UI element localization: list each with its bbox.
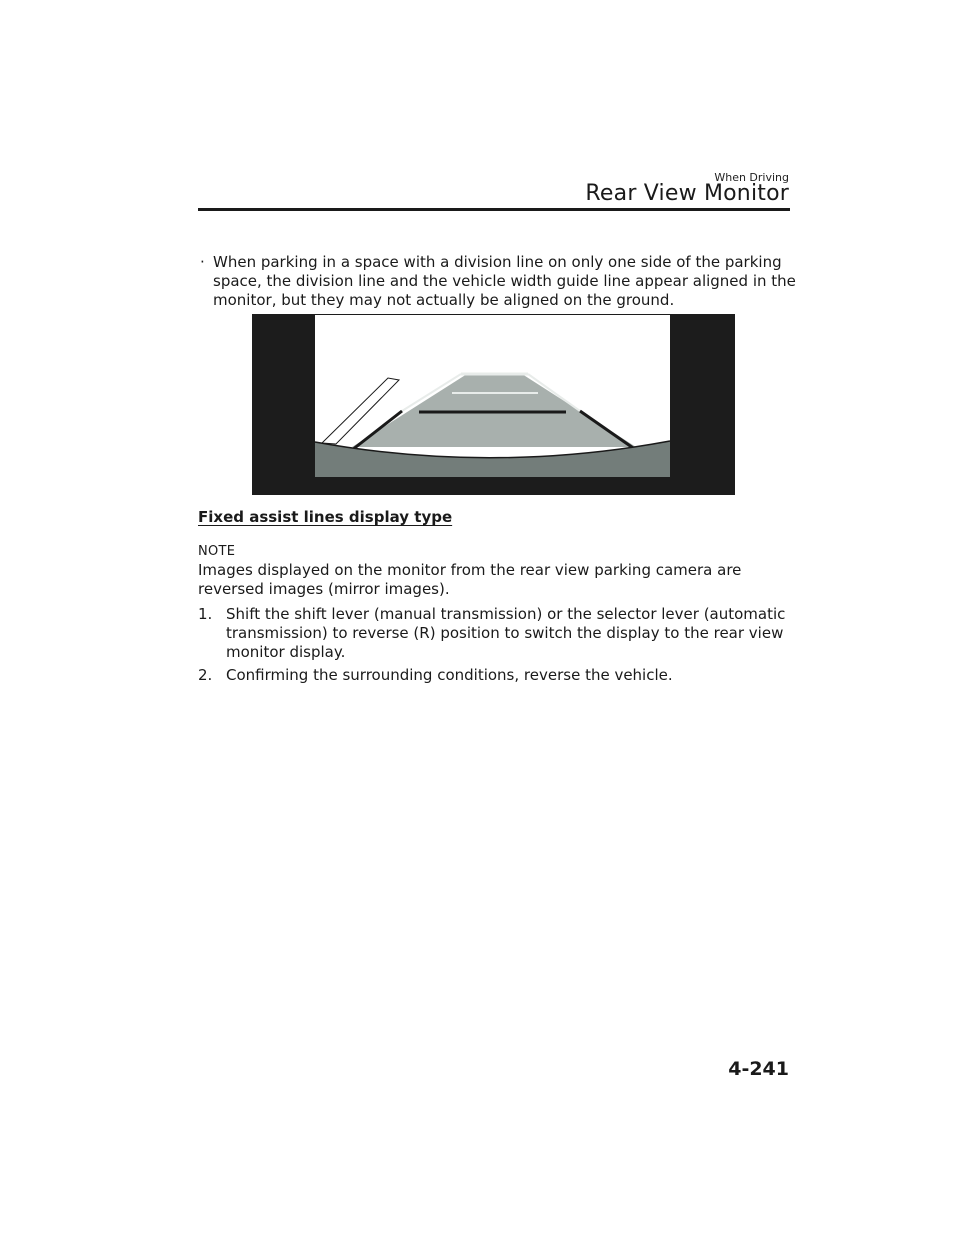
bullet-text: When parking in a space with a division line on only one side of the parking space, the division line and the vehicle width guide line appear aligned in the monitor, but they may not actually be aligned on the ground. (213, 253, 796, 309)
monitor-illustration (252, 314, 735, 495)
step-number: 2. (198, 666, 213, 684)
step-item (198, 605, 790, 662)
bullet-symbol: · (200, 253, 205, 271)
page-title: Rear View Monitor (585, 181, 789, 206)
note-title: NOTE (198, 544, 236, 559)
note-text: Images displayed on the monitor from the rear view parking camera are reversed images (mirror images). (198, 561, 742, 598)
step-text: Shift the shift lever (manual transmission) or the selector lever (automatic transmission) to reverse (R) position to switch the display to the rear view monitor display. (226, 605, 786, 661)
bullet-item (200, 253, 800, 310)
header-rule (198, 208, 790, 211)
step-number: 1. (198, 605, 213, 623)
figure-caption: Fixed assist lines display type (198, 508, 453, 526)
steps-list (198, 605, 790, 689)
page-number: 4-241 (728, 1058, 789, 1080)
step-item (198, 666, 790, 685)
step-text: Confirming the surrounding conditions, reverse the vehicle. (226, 666, 673, 684)
rear-view-monitor-figure (252, 314, 735, 495)
header-section: When Driving (714, 171, 789, 184)
